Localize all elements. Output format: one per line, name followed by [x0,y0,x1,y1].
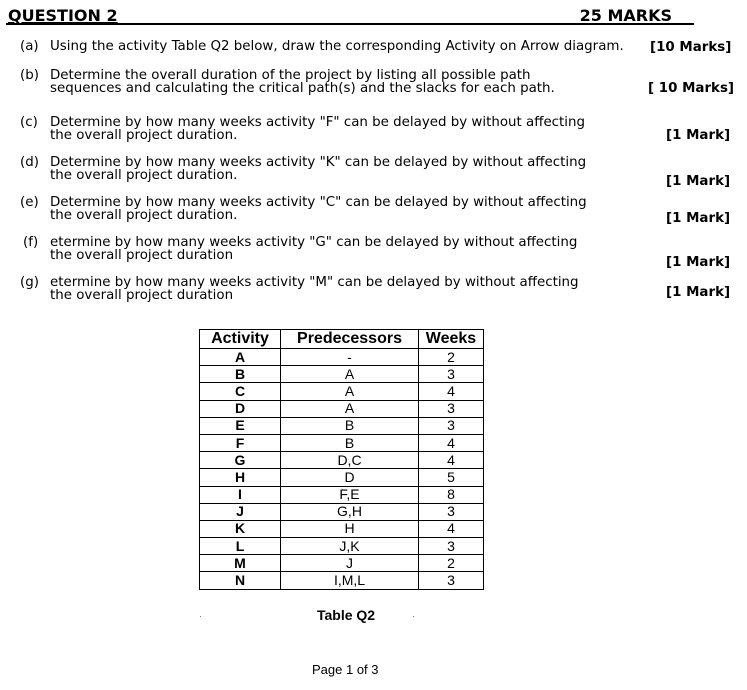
cell-weeks: 3 [419,572,484,589]
cell-predecessors: I,M,L [281,572,419,589]
cell-predecessors: G,H [281,503,419,520]
cell-activity: D [200,400,281,417]
table-row [200,469,484,486]
cell-weeks: 4 [419,383,484,400]
question-text: etermine by how many weeks activity "M" can be delayed by without affecting the overall project duration [50,275,579,303]
cell-weeks: 3 [419,538,484,555]
cell-predecessors: A [281,383,419,400]
question-label: (c) [20,115,38,130]
question-text: Determine by how many weeks activity "K" can be delayed by without affecting the overall project duration. [50,155,587,183]
table-row [200,366,484,383]
table-row [200,538,484,555]
table-row [200,555,484,572]
question-e-marks: [1 Mark] [666,211,731,226]
cell-activity: I [200,486,281,503]
cell-weeks: 4 [419,434,484,451]
question-label: (e) [20,195,39,210]
question-header [6,6,694,25]
question-d-marks: [1 Mark] [666,174,731,189]
question-g-marks: [1 Mark] [666,285,731,300]
table-row [200,417,484,434]
question-b-marks: [ 10 Marks] [648,81,735,96]
page-number: Page 1 of 3 [312,662,379,677]
question-label: (b) [20,68,39,83]
cell-predecessors: - [281,349,419,366]
divider-dot [200,616,201,617]
question-label: (g) [20,275,39,290]
cell-weeks: 3 [419,503,484,520]
cell-predecessors: A [281,366,419,383]
cell-weeks: 4 [419,520,484,537]
question-f-marks: [1 Mark] [666,255,731,270]
cell-predecessors: J,K [281,538,419,555]
cell-weeks: 3 [419,400,484,417]
cell-weeks: 8 [419,486,484,503]
question-text: Determine by how many weeks activity "F" can be delayed by without affecting the overall project duration. [50,115,586,143]
cell-activity: C [200,383,281,400]
question-c-marks: [1 Mark] [666,128,731,143]
cell-activity: L [200,538,281,555]
cell-activity: A [200,349,281,366]
cell-weeks: 3 [419,417,484,434]
column-header-weeks: Weeks [419,330,484,349]
cell-activity: E [200,417,281,434]
cell-predecessors: D,C [281,452,419,469]
cell-activity: K [200,520,281,537]
table-row [200,520,484,537]
cell-activity: H [200,469,281,486]
cell-weeks: 2 [419,349,484,366]
table-row [200,503,484,520]
cell-activity: F [200,434,281,451]
table-caption: Table Q2 [317,607,376,623]
cell-predecessors: J [281,555,419,572]
column-header-activity: Activity [200,330,281,349]
cell-predecessors: A [281,400,419,417]
cell-activity: B [200,366,281,383]
question-label: (d) [20,155,39,170]
table-row [200,486,484,503]
table-row [200,383,484,400]
question-label: (a) [20,39,39,54]
table-header-row [200,330,484,349]
cell-predecessors: B [281,417,419,434]
cell-predecessors: B [281,434,419,451]
cell-activity: M [200,555,281,572]
cell-activity: N [200,572,281,589]
cell-weeks: 5 [419,469,484,486]
column-header-predecessors: Predecessors [281,330,419,349]
question-text: Determine the overall duration of the project by listing all possible path sequences and calculating the critical path(s) and the slacks for each path. [50,68,555,96]
cell-activity: G [200,452,281,469]
question-text: etermine by how many weeks activity "G" can be delayed by without affecting the overall project duration [50,235,578,263]
cell-predecessors: F,E [281,486,419,503]
question-title: QUESTION 2 [8,6,118,25]
cell-predecessors: H [281,520,419,537]
cell-weeks: 3 [419,366,484,383]
question-text: Using the activity Table Q2 below, draw the corresponding Activity on Arrow diagram. [50,39,624,54]
table-row [200,572,484,589]
question-text: Determine by how many weeks activity "C" can be delayed by without affecting the overall project duration. [50,195,587,223]
question-total-marks: 25 MARKS [579,6,672,25]
question-a-marks: [10 Marks] [650,40,732,55]
table-row [200,400,484,417]
cell-predecessors: D [281,469,419,486]
cell-weeks: 4 [419,452,484,469]
activity-table [199,329,484,590]
cell-activity: J [200,503,281,520]
question-label: (f) [23,235,39,250]
divider-dot [413,616,414,617]
table-row [200,349,484,366]
cell-weeks: 2 [419,555,484,572]
table-body [200,349,484,590]
table-row [200,452,484,469]
table-row [200,434,484,451]
